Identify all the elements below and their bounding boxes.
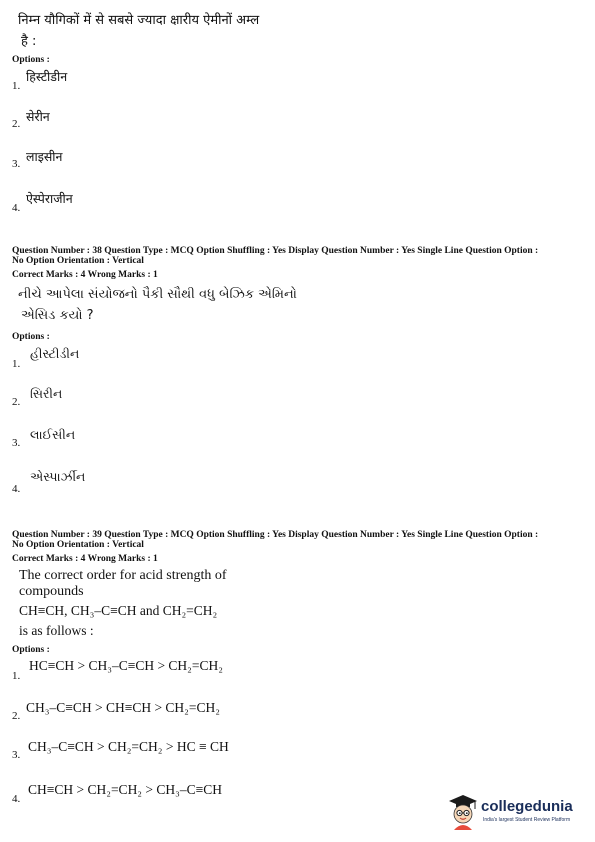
q37-options-label: Options :: [12, 55, 50, 65]
option-number: 2.: [12, 710, 21, 722]
logo-wordmark: collegedunia: [481, 798, 573, 815]
option-text: CH≡CH > CH₂=CH₂ > CH₃–C≡CH: [28, 782, 222, 797]
option-number: 4.: [12, 483, 21, 495]
option-number: 3.: [12, 158, 21, 170]
q39-text-line2: compounds: [19, 584, 84, 599]
option-text: लाइसीन: [26, 149, 63, 164]
option-text: हिस्टीडीन: [26, 69, 68, 84]
option-number: 2.: [12, 118, 21, 130]
q38-text-line1: નીચે આપેલા સંયોજનો પૈકી સૌથી વધુ બેઝિક એમિનો: [18, 287, 297, 302]
option-text: હીસ્ટીડીન: [30, 346, 80, 361]
q37-text-line1: निम्न यौगिकों में से सबसे ज्यादा क्षारीय ऐमीनों अम्ल: [18, 13, 260, 28]
option-text: લાઈસીન: [30, 427, 76, 442]
option-number: 3.: [12, 437, 21, 449]
q38-meta-line2: No Option Orientation : Vertical: [12, 256, 144, 266]
q39-text-line1: The correct order for acid strength of: [19, 568, 227, 583]
q38-text-line2: એસિડ કયો ?: [21, 308, 94, 323]
option-text: CH₃–C≡CH > CH≡CH > CH₂=CH₂: [26, 700, 220, 715]
option-text: ऐस्पेराजीन: [26, 191, 73, 206]
student-mascot-icon: [447, 792, 479, 830]
q39-text-line4: is as follows :: [19, 623, 94, 638]
collegedunia-logo: [447, 792, 587, 832]
option-number: 1.: [12, 670, 21, 682]
q39-meta-line2: No Option Orientation : Vertical: [12, 540, 144, 550]
option-number: 1.: [12, 80, 21, 92]
option-text: HC≡CH > CH₃–C≡CH > CH₂=CH₂: [29, 658, 223, 673]
q38-meta-line1: Question Number : 38 Question Type : MCQ Option Shuffling : Yes Display Question Number : Yes Single Line Question Option :: [12, 246, 539, 256]
q39-marks: Correct Marks : 4 Wrong Marks : 1: [12, 554, 158, 564]
logo-tagline: India's largest Student Review Platform: [483, 817, 571, 823]
option-text: CH₃–C≡CH > CH₂=CH₂ > HC ≡ CH: [28, 739, 229, 754]
option-text: સિરીન: [30, 386, 63, 401]
q39-text-line3: CH≡CH, CH₃–C≡CH and CH₂=CH₂: [19, 603, 218, 618]
option-number: 2.: [12, 396, 21, 408]
q38-options-label: Options :: [12, 332, 50, 342]
option-number: 4.: [12, 202, 21, 214]
option-number: 4.: [12, 793, 21, 805]
q39-options-label: Options :: [12, 645, 50, 655]
option-text: सेरीन: [26, 109, 50, 124]
option-number: 1.: [12, 358, 21, 370]
q37-text-line2: है :: [21, 34, 37, 49]
option-text: એસ્પાર્ઝીન: [30, 469, 86, 484]
option-number: 3.: [12, 749, 21, 761]
q38-marks: Correct Marks : 4 Wrong Marks : 1: [12, 270, 158, 280]
q39-meta-line1: Question Number : 39 Question Type : MCQ Option Shuffling : Yes Display Question Number : Yes Single Line Question Option :: [12, 530, 539, 540]
